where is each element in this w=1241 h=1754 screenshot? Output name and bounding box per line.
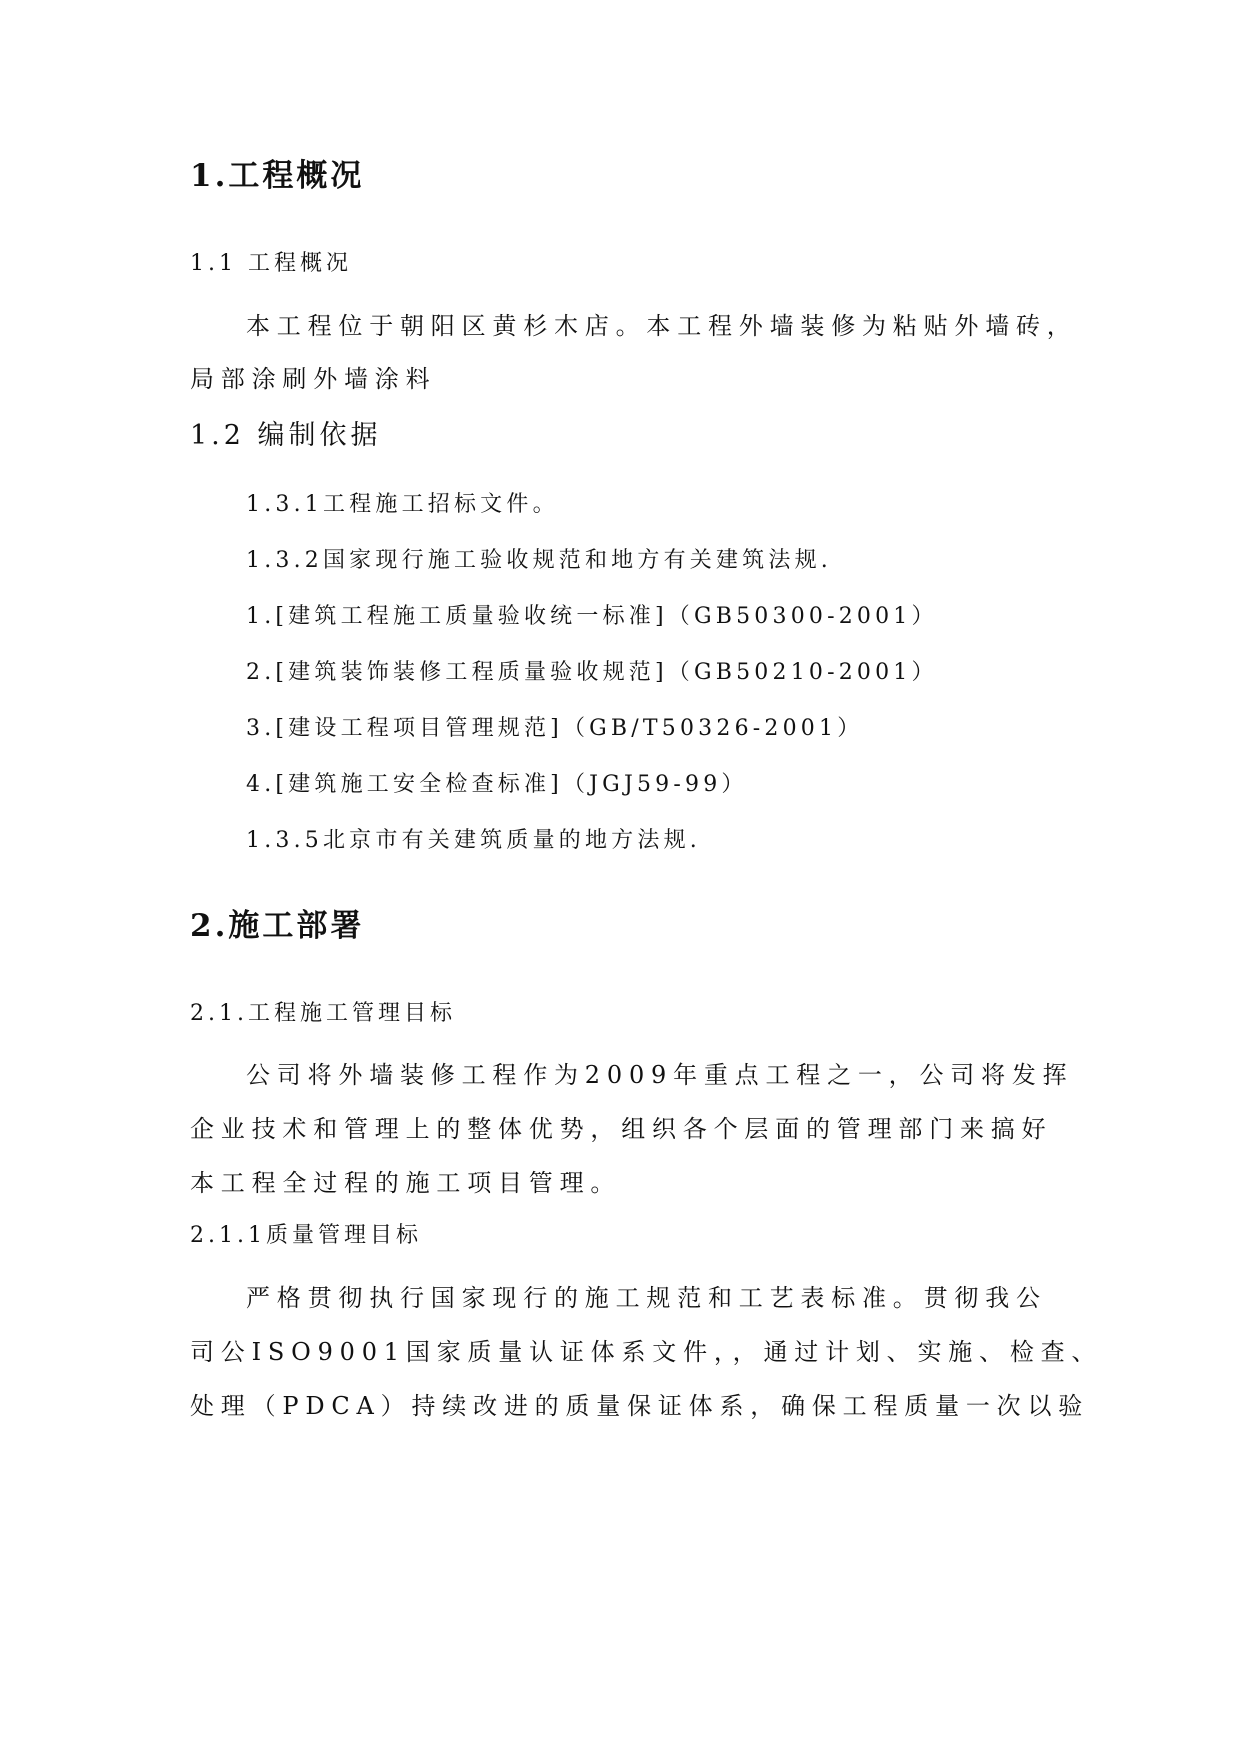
- paragraph-3-line-1: 严格贯彻执行国家现行的施工规范和工艺表标准。贯彻我公: [246, 1284, 1047, 1312]
- paragraph-1-line-1: 本工程位于朝阳区黄杉木店。本工程外墙装修为粘贴外墙砖，: [246, 312, 1078, 340]
- subsection-2-1-1-title: 2.1.1质量管理目标: [190, 1223, 422, 1248]
- paragraph-3-line-2: 司公ISO9001国家质量认证体系文件，，通过计划、实施、检查、: [190, 1338, 1103, 1366]
- paragraph-2-line-2: 企业技术和管理上的整体优势，组织各个层面的管理部门来搞好: [190, 1115, 1053, 1143]
- subsection-1-2-title: 1.2 编制依据: [190, 420, 382, 451]
- section-1-title: 1.工程概况: [190, 158, 365, 194]
- paragraph-2-line-3: 本工程全过程的施工项目管理。: [190, 1169, 622, 1197]
- subsection-1-1-title: 1.1 工程概况: [190, 251, 352, 276]
- list-item: 1.3.5北京市有关建筑质量的地方法规.: [246, 828, 701, 853]
- paragraph-2-line-1: 公司将外墙装修工程作为2009年重点工程之一，公司将发挥: [246, 1061, 1074, 1089]
- list-item: 1.3.2国家现行施工验收规范和地方有关建筑法规.: [246, 548, 832, 573]
- list-item: 1.[建筑工程施工质量验收统一标准]（GB50300-2001）: [246, 604, 938, 629]
- list-item: 3.[建设工程项目管理规范]（GB/T50326-2001）: [246, 716, 864, 741]
- list-item: 1.3.1工程施工招标文件。: [246, 492, 559, 517]
- section-2-title: 2.施工部署: [190, 908, 365, 944]
- paragraph-3-line-3: 处理（PDCA）持续改进的质量保证体系，确保工程质量一次以验: [190, 1392, 1090, 1420]
- subsection-2-1-title: 2.1.工程施工管理目标: [190, 1001, 456, 1026]
- paragraph-1-line-2: 局部涂刷外墙涂料: [190, 365, 437, 393]
- list-item: 2.[建筑装饰装修工程质量验收规范]（GB50210-2001）: [246, 660, 938, 685]
- list-item: 4.[建筑施工安全检查标准]（JGJ59-99）: [246, 772, 748, 797]
